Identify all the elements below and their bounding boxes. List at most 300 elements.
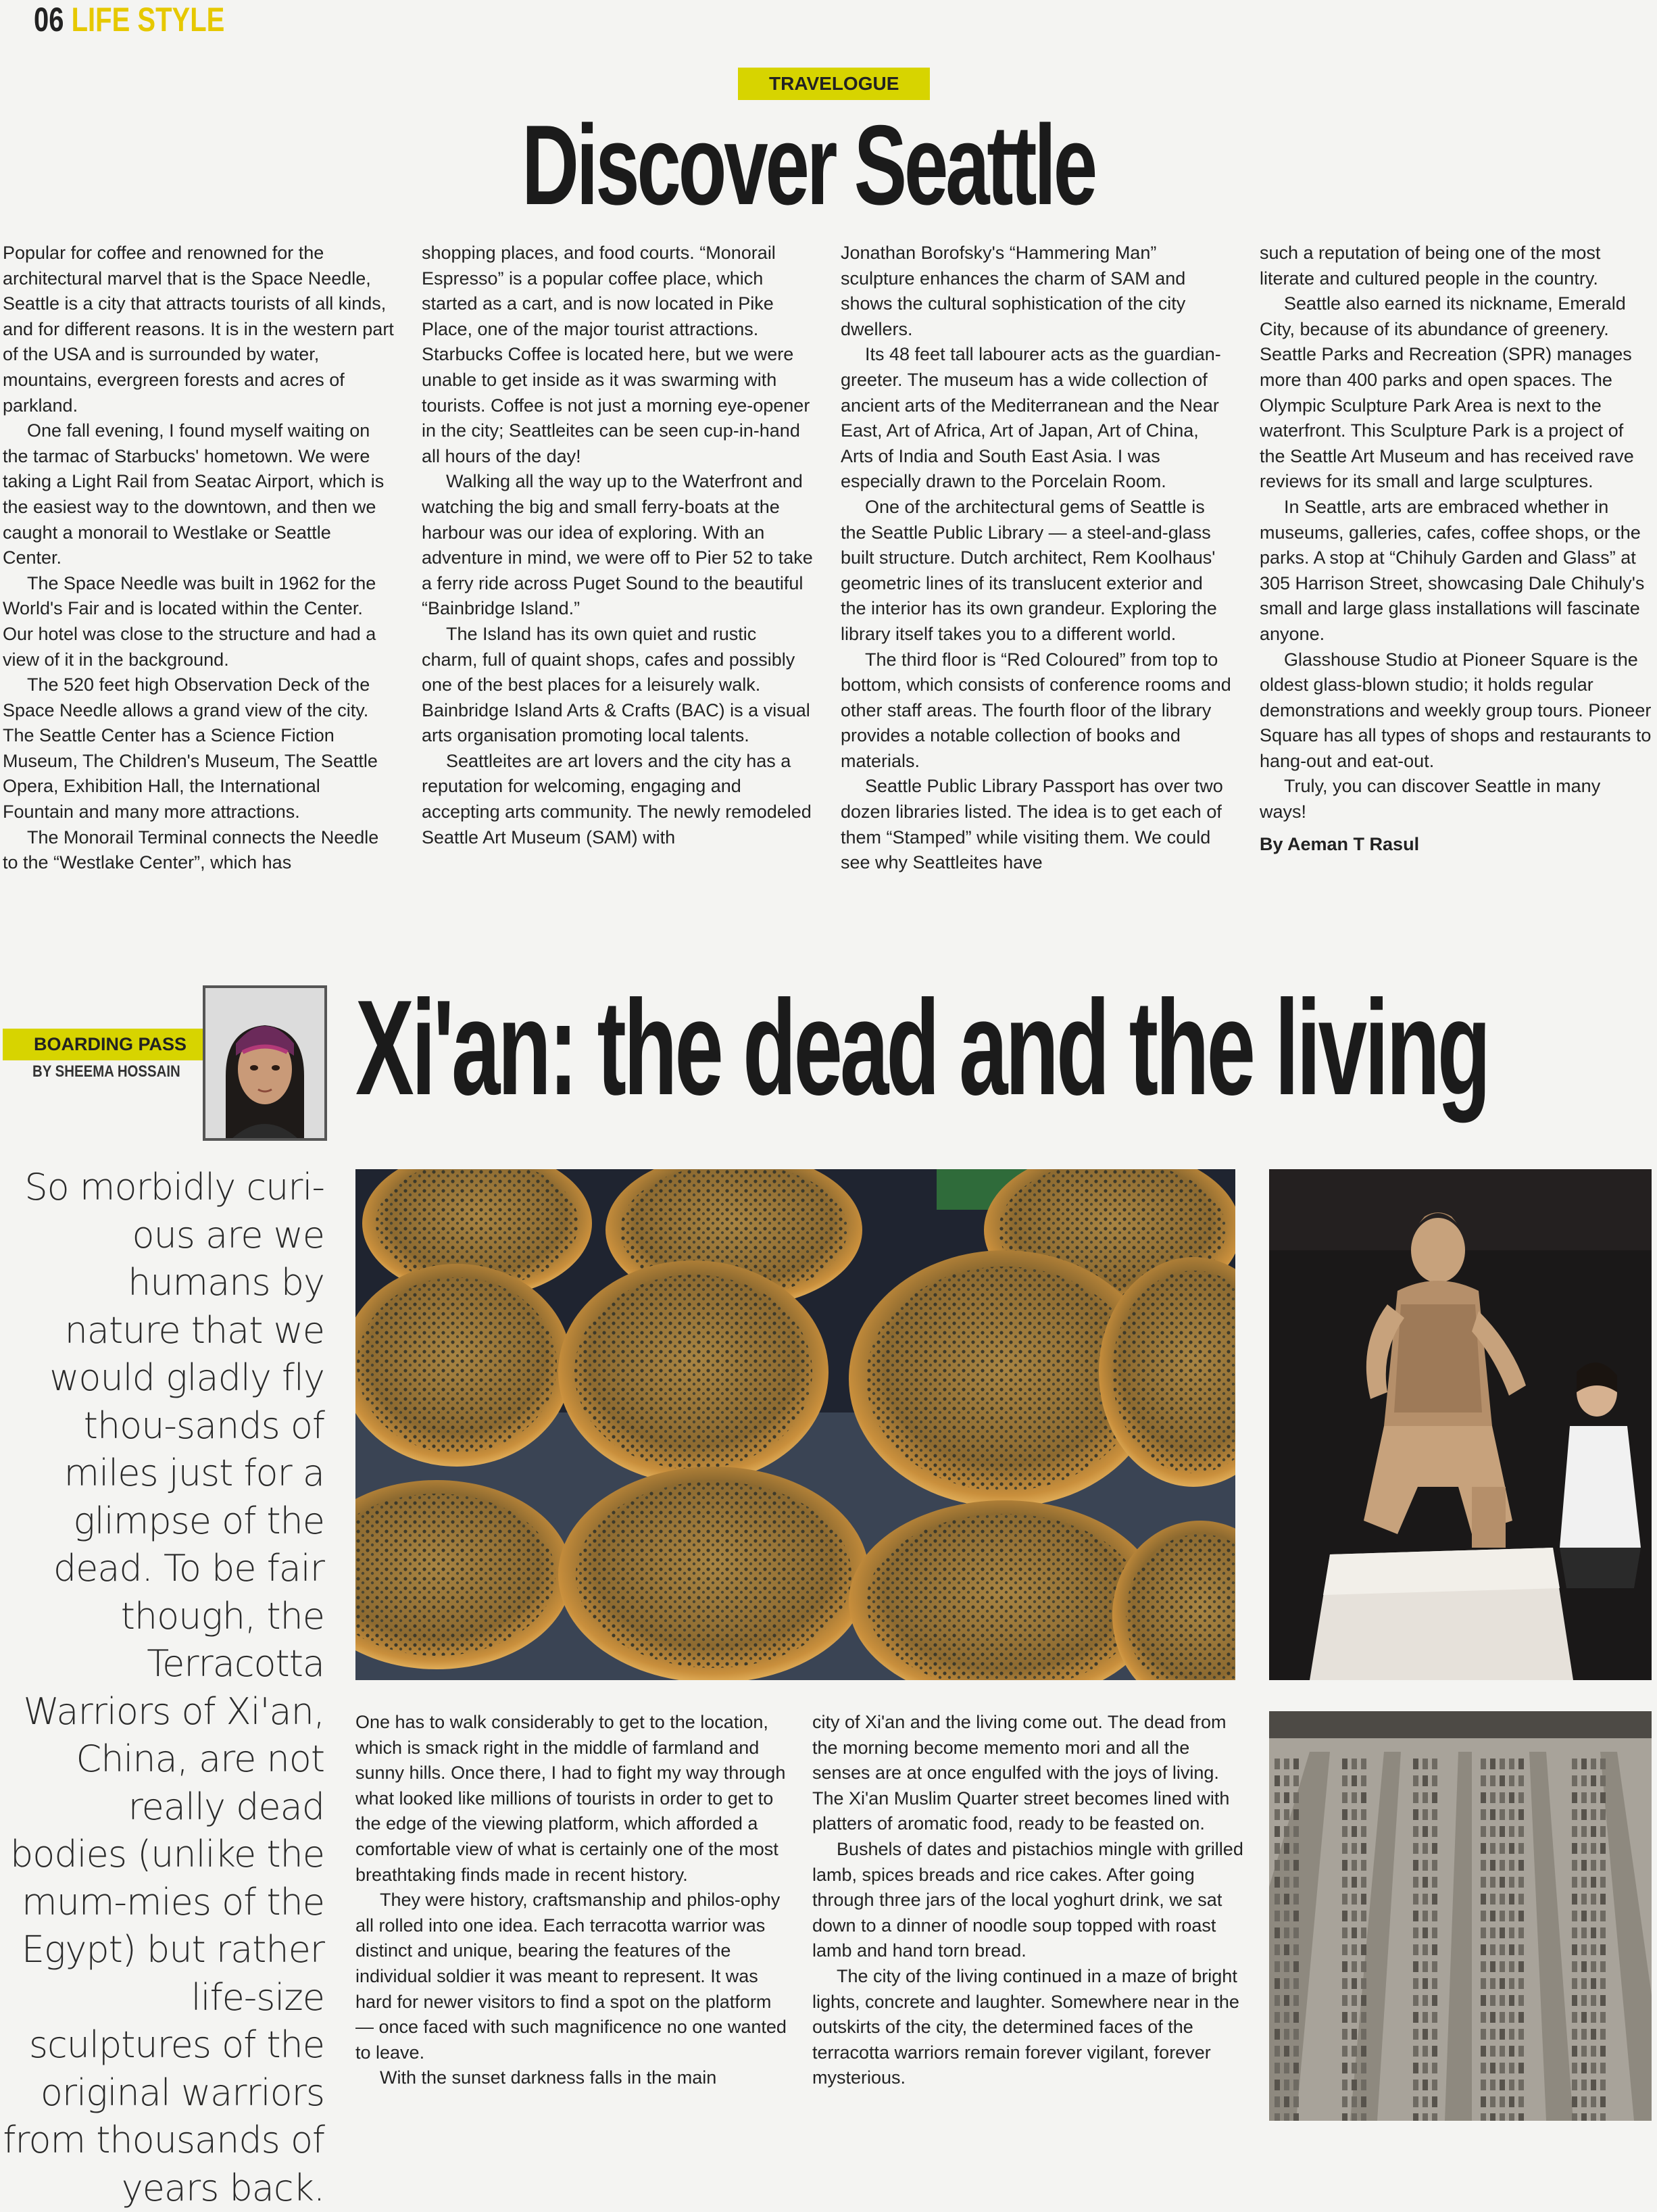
soldier-figure (1293, 1759, 1299, 1769)
soldier-figure (1352, 2012, 1357, 2023)
soldier-figure (1581, 1826, 1587, 1837)
soldier-figure (1572, 2063, 1577, 2073)
soldier-figure (1572, 1944, 1577, 1955)
soldier-figure (1490, 1894, 1495, 1904)
paragraph: Glasshouse Studio at Pioneer Square is the oldest glass-blown studio; it holds regular demonstrations and weekly group tours. Pioneer Square has all types of shops and restaurants to hang-out and eat-out. (1260, 649, 1652, 771)
soldier-figure (1342, 1775, 1347, 1786)
paragraph: The third floor is “Red Coloured” from top to bottom, which consists of conference rooms and other staff areas. The fourth floor of the library provides a notable collection of books and materials. (841, 649, 1231, 771)
soldier-figure (1342, 1894, 1347, 1904)
soldier-figure (1481, 1995, 1486, 2006)
soldier-figure (1423, 2096, 1428, 2107)
soldier-figure (1600, 1894, 1606, 1904)
soldier-figure (1293, 2046, 1299, 2057)
soldier-figure (1342, 2046, 1347, 2057)
soldier-figure (1518, 1894, 1524, 1904)
soldier-figure (1293, 1860, 1299, 1871)
soldier-figure (1490, 1809, 1495, 1820)
soldier-figure (1352, 1826, 1357, 1837)
soldier-figure (1284, 1809, 1289, 1820)
soldier-figure (1591, 1809, 1596, 1820)
soldier-figure (1342, 1792, 1347, 1803)
soldier-figure (1284, 1927, 1289, 1938)
paragraph: city of Xi'an and the living come out. The dead from the morning become memento mori and all the senses are at once engulfed with the joys of living. The Xi'an Muslim Quarter street becomes lined with platters of aromatic food, ready to be feasted on. (812, 1712, 1230, 1834)
soldier-figure (1509, 1792, 1514, 1803)
soldier-figure (1572, 2113, 1577, 2121)
soldier-figure (1600, 2012, 1606, 2023)
soldier-figure (1518, 2063, 1524, 2073)
soldier-figure (1284, 1911, 1289, 1921)
soldier-figure (1284, 1826, 1289, 1837)
soldier-figure (1572, 2029, 1577, 2040)
paragraph: The Space Needle was built in 1962 for the World's Fair and is located within the Center. Our hotel was close to the structure and had a view of it in the background. (3, 572, 376, 670)
soldier-figure (1275, 2046, 1280, 2057)
soldier-figure (1413, 1775, 1418, 1786)
soldier-figure (1600, 1775, 1606, 1786)
soldier-figure (1275, 1826, 1280, 1837)
soldier-figure (1500, 1911, 1505, 1921)
soldier-figure (1509, 1759, 1514, 1769)
bread-9 (558, 1467, 869, 1680)
soldier-figure (1423, 1961, 1428, 1972)
soldier-figure (1432, 1978, 1437, 1989)
seattle-column-2 (422, 241, 814, 850)
paragraph: The city of the living continued in a maze of bright lights, concrete and laughter. Somewhere near in the outskirts of the city, the determined faces of the terracotta warriors remain forever vigilant, forever mysterious. (812, 1965, 1239, 2088)
soldier-figure (1413, 2096, 1418, 2107)
soldier-figure (1352, 2113, 1357, 2121)
soldier-figure (1293, 1944, 1299, 1955)
soldier-figure (1490, 2012, 1495, 2023)
paragraph: Seattle also earned its nickname, Emerald City, because of its abundance of greenery. Seattle Parks and Recreation (SPR) manages more than 400 parks and open spaces. The Olympic Sculpture Park Area is next to the waterfront. This Sculpture Park is a project of the Seattle Art Museum and has received rave reviews for its small and large sculptures. (1260, 293, 1634, 492)
soldier-figure (1509, 1826, 1514, 1837)
paragraph: They were history, craftsmanship and philos-ophy all rolled into one idea. Each terracotta warrior was distinct and unique, bearing the features of the individual soldier it was meant to represent. It was hard for newer visitors to find a spot on the platform — once faced with such magnificence no one wanted to leave. (355, 1890, 787, 2063)
soldier-figure (1293, 2080, 1299, 2090)
soldier-figure (1581, 1792, 1587, 1803)
soldier-figure (1432, 2080, 1437, 2090)
soldier-figure (1275, 1944, 1280, 1955)
soldier-figure (1275, 1860, 1280, 1871)
bread-5 (558, 1260, 829, 1483)
soldier-figure (1342, 2012, 1347, 2023)
paragraph: shopping places, and food courts. “Monorail Espresso” is a popular coffee place, which started as a cart, and is now located in Pike Place, one of the major tourist attractions. Starbucks Coffee is located here, but we were unable to get inside as it was swarming with tourists. Coffee is not just a morning eye-opener in the city; Seattleites can be seen cup-in-hand all hours of the day! (422, 243, 810, 466)
soldier-figure (1423, 1877, 1428, 1888)
paragraph: Bushels of dates and pistachios mingle with grilled lamb, spices breads and rice cakes. After going through three jars of the local yoghurt drink, we sat down to a dinner of noodle soup topped with roast lamb and hand torn bread. (812, 1838, 1243, 1961)
soldier-figure (1500, 1961, 1505, 1972)
soldier-figure (1361, 2113, 1366, 2121)
soldier-figure (1481, 1961, 1486, 1972)
soldier-figure (1591, 2080, 1596, 2090)
soldier-figure (1423, 2063, 1428, 2073)
soldier-figure (1581, 2063, 1587, 2073)
soldier-figure (1500, 1860, 1505, 1871)
soldier-figure (1423, 1995, 1428, 2006)
soldier-figure (1361, 1995, 1366, 2006)
soldier-figure (1490, 1843, 1495, 1854)
soldier-figure (1572, 1809, 1577, 1820)
soldier-figure (1600, 1759, 1606, 1769)
soldier-figure (1581, 1877, 1587, 1888)
soldier-figure (1284, 1894, 1289, 1904)
soldier-figure (1509, 1995, 1514, 2006)
soldier-figure (1500, 1894, 1505, 1904)
soldier-figure (1572, 1792, 1577, 1803)
soldier-figure (1591, 2113, 1596, 2121)
soldier-figure (1284, 2012, 1289, 2023)
soldier-figure (1342, 2080, 1347, 2090)
soldier-figure (1352, 1877, 1357, 1888)
soldier-figure (1423, 1978, 1428, 1989)
soldier-figure (1581, 1911, 1587, 1921)
soldier-figure (1518, 1809, 1524, 1820)
soldier-figure (1581, 1775, 1587, 1786)
soldier-figure (1490, 1826, 1495, 1837)
soldier-figure (1361, 1843, 1366, 1854)
soldier-figure (1518, 2096, 1524, 2107)
soldier-figure (1500, 1877, 1505, 1888)
soldier-figure (1500, 1826, 1505, 1837)
soldier-figure (1342, 1759, 1347, 1769)
soldier-figure (1509, 1775, 1514, 1786)
soldier-figure (1361, 2096, 1366, 2107)
soldier-figure (1572, 1843, 1577, 1854)
soldier-figure (1500, 1843, 1505, 1854)
soldier-figure (1342, 2096, 1347, 2107)
soldier-figure (1481, 2080, 1486, 2090)
soldier-figure (1432, 2096, 1437, 2107)
soldier-figure (1361, 1978, 1366, 1989)
soldier-figure (1481, 1860, 1486, 1871)
soldier-figure (1342, 1927, 1347, 1938)
paragraph: In Seattle, arts are embraced whether in museums, galleries, cafes, coffee shops, or the parks. A stop at “Chihuly Garden and Glass” at 305 Harrison Street, showcasing Dale Chihuly's small and large glass installations will fascinate anyone. (1260, 496, 1645, 644)
soldier-figure (1490, 2029, 1495, 2040)
pull-quote: So morbidly curi-ous are we humans by nature that we would gladly fly thou-sands of miles just for a glimpse of the dead. To be fair though, the Terracotta Warriors of Xi'an, China, are not really dead bodies (unlike the mum-mies of the Egypt) but rather life-size sculptures of the original warriors from thousands of years back. (3, 1166, 324, 2209)
soldier-figure (1275, 1961, 1280, 1972)
soldier-figure (1518, 1927, 1524, 1938)
soldier-figure (1361, 1894, 1366, 1904)
soldier-figure (1481, 1809, 1486, 1820)
soldier-figure (1342, 2063, 1347, 2073)
soldier-figure (1490, 1911, 1495, 1921)
soldier-figure (1423, 1826, 1428, 1837)
soldier-figure (1284, 2029, 1289, 2040)
soldier-figure (1481, 2096, 1486, 2107)
soldier-figure (1490, 2046, 1495, 2057)
soldier-figure (1518, 1995, 1524, 2006)
soldier-figure (1591, 1877, 1596, 1888)
soldier-figure (1572, 2080, 1577, 2090)
paragraph: Jonathan Borofsky's “Hammering Man” sculpture enhances the charm of SAM and shows the cultural sophistication of the city dwellers. (841, 243, 1186, 339)
soldier-figure (1518, 1961, 1524, 1972)
soldier-figure (1481, 1978, 1486, 1989)
soldier-figure (1432, 1860, 1437, 1871)
paragraph: Popular for coffee and renowned for the architectural marvel that is the Space Needle, Seattle is a city that attracts tourists of all kinds, and for different reasons. It is in the western part of the USA and is surrounded by water, mountains, evergreen forests and acres of parkland. (3, 243, 394, 416)
author-photo (203, 985, 327, 1141)
soldier-figure (1275, 2063, 1280, 2073)
paragraph: Seattle Public Library Passport has over two dozen libraries listed. The idea is to get each of them “Stamped” while visiting them. We could see why Seattleites have (841, 776, 1223, 873)
paragraph: Its 48 feet tall labourer acts as the guardian-greeter. The museum has a wide collection of ancient arts of the Mediterranean and the Near East, Art of Africa, Art of Japan, Art of China, Arts of India and South East Asia. I was especially drawn to the Porcelain Room. (841, 344, 1221, 492)
soldier-figure (1600, 1877, 1606, 1888)
soldier-figure (1518, 1775, 1524, 1786)
soldier-figure (1413, 2046, 1418, 2057)
soldier-figure (1275, 1894, 1280, 1904)
soldier-figure (1432, 1995, 1437, 2006)
soldier-figure (1432, 1927, 1437, 1938)
soldier-figure (1293, 1843, 1299, 1854)
soldier-figure (1490, 1860, 1495, 1871)
soldier-figure (1352, 1944, 1357, 1955)
travelogue-kicker: TRAVELOGUE (738, 68, 930, 100)
soldier-figure (1361, 2012, 1366, 2023)
soldier-figure (1352, 1911, 1357, 1921)
soldier-figure (1591, 1911, 1596, 1921)
soldier-figure (1413, 1911, 1418, 1921)
soldier-figure (1284, 1792, 1289, 1803)
soldier-figure (1361, 2046, 1366, 2057)
soldier-figure (1572, 1927, 1577, 1938)
soldier-figure (1500, 1775, 1505, 1786)
soldier-figure (1432, 1792, 1437, 1803)
soldier-figure (1413, 1995, 1418, 2006)
soldier-figure (1490, 2080, 1495, 2090)
soldier-figure (1581, 2113, 1587, 2121)
soldier-figure (1432, 1775, 1437, 1786)
soldier-figure (1275, 2096, 1280, 2107)
soldier-figure (1352, 1894, 1357, 1904)
soldier-figure (1581, 2029, 1587, 2040)
soldier-figure (1490, 1995, 1495, 2006)
soldier-figure (1500, 1759, 1505, 1769)
soldier-figure (1423, 1944, 1428, 1955)
soldier-figure (1423, 1911, 1428, 1921)
soldier-figure (1490, 1961, 1495, 1972)
soldier-figure (1572, 2096, 1577, 2107)
soldier-figure (1591, 1826, 1596, 1837)
soldier-figure (1600, 2080, 1606, 2090)
soldier-figure (1432, 2046, 1437, 2057)
paragraph: The Monorail Terminal connects the Needle to the “Westlake Center”, which has (3, 827, 379, 873)
soldier-figure (1342, 1877, 1347, 1888)
soldier-figure (1361, 1927, 1366, 1938)
terracotta-warrior-image (1269, 1169, 1652, 1680)
soldier-figure (1432, 1894, 1437, 1904)
soldier-figure (1600, 1826, 1606, 1837)
soldier-figure (1361, 1911, 1366, 1921)
soldier-figure (1293, 1961, 1299, 1972)
paragraph: Seattleites are art lovers and the city has a reputation for welcoming, engaging and accepting arts community. The newly remodeled Seattle Art Museum (SAM) with (422, 750, 812, 847)
soldier-figure (1275, 2029, 1280, 2040)
terracotta-army-image (1269, 1711, 1652, 2121)
soldier-figure (1352, 2096, 1357, 2107)
soldier-figure (1413, 1927, 1418, 1938)
soldier-figure (1432, 2113, 1437, 2121)
soldier-figure (1509, 1927, 1514, 1938)
soldier-figure (1423, 1860, 1428, 1871)
soldier-figure (1490, 2113, 1495, 2121)
soldier-figure (1361, 1826, 1366, 1837)
soldier-figure (1342, 1843, 1347, 1854)
soldier-figure (1432, 1944, 1437, 1955)
soldier-figure (1293, 1826, 1299, 1837)
soldier-figure (1284, 2063, 1289, 2073)
paragraph: One fall evening, I found myself waiting on the tarmac of Starbucks' hometown. We were taking a Light Rail from Seatac Airport, which is the easiest way to the downtown, and then we caught a monorail to Westlake or Seattle Center. (3, 420, 385, 568)
soldier-figure (1284, 1860, 1289, 1871)
soldier-figure (1518, 2080, 1524, 2090)
soldier-figure (1361, 2080, 1366, 2090)
soldier-figure (1572, 1911, 1577, 1921)
soldier-figure (1275, 2113, 1280, 2121)
soldier-figure (1432, 1877, 1437, 1888)
soldier-figure (1518, 1911, 1524, 1921)
soldier-figure (1518, 2046, 1524, 2057)
soldier-figure (1572, 1978, 1577, 1989)
soldier-figure (1572, 1995, 1577, 2006)
soldier-figure (1581, 1944, 1587, 1955)
soldier-figure (1361, 1775, 1366, 1786)
soldier-figure (1509, 1809, 1514, 1820)
soldier-figure (1352, 1995, 1357, 2006)
soldier-figure (1481, 1911, 1486, 1921)
soldier-figure (1572, 1759, 1577, 1769)
soldier-figure (1413, 1826, 1418, 1837)
paragraph: Walking all the way up to the Waterfront and watching the big and small ferry-boats at the harbour was our idea of exploring. With an adventure in mind, we were off to Pier 52 to take a ferry ride across Puget Sound to the beautiful “Bainbridge Island.” (422, 471, 813, 619)
soldier-figure (1600, 1978, 1606, 1989)
soldier-figure (1591, 1860, 1596, 1871)
soldier-figure (1490, 1944, 1495, 1955)
page-header (34, 0, 224, 39)
soldier-figure (1413, 1860, 1418, 1871)
soldier-figure (1500, 1995, 1505, 2006)
soldier-figure (1293, 2113, 1299, 2121)
soldier-figure (1518, 1860, 1524, 1871)
soldier-figure (1481, 2046, 1486, 2057)
soldier-figure (1293, 1927, 1299, 1938)
xian-column-1 (355, 1710, 788, 2091)
soldier-figure (1581, 1894, 1587, 1904)
soldier-figure (1600, 1809, 1606, 1820)
soldier-figure (1572, 1961, 1577, 1972)
soldier-figure (1500, 2080, 1505, 2090)
soldier-figure (1509, 1978, 1514, 1989)
soldier-figure (1581, 1843, 1587, 1854)
soldier-figure (1500, 1809, 1505, 1820)
soldier-figure (1293, 1809, 1299, 1820)
soldier-figure (1432, 1759, 1437, 1769)
soldier-figure (1423, 1759, 1428, 1769)
soldier-figure (1572, 1877, 1577, 1888)
paragraph: With the sunset darkness falls in the main (380, 2067, 717, 2088)
soldier-figure (1352, 1961, 1357, 1972)
seattle-column-1 (3, 241, 395, 876)
soldier-figure (1284, 1843, 1289, 1854)
soldier-figure (1509, 2113, 1514, 2121)
soldier-figure (1432, 2029, 1437, 2040)
soldier-figure (1481, 1775, 1486, 1786)
paragraph: The 520 feet high Observation Deck of the Space Needle allows a grand view of the city. The Seattle Center has a Science Fiction Museum, The Children's Museum, The Seattle Opera, Exhibition Hall, the International Fountain and many more attractions. (3, 674, 378, 822)
soldier-figure (1361, 1759, 1366, 1769)
soldier-figure (1509, 2029, 1514, 2040)
page-number: 06 (34, 1, 64, 39)
soldier-figure (1275, 1792, 1280, 1803)
soldier-figure (1413, 2113, 1418, 2121)
soldier-figure (1490, 1792, 1495, 1803)
soldier-figure (1481, 2113, 1486, 2121)
soldier-figure (1481, 1894, 1486, 1904)
soldier-figure (1581, 2096, 1587, 2107)
soldier-figure (1432, 1961, 1437, 1972)
soldier-figure (1342, 1978, 1347, 1989)
soldier-figure (1352, 1759, 1357, 1769)
soldier-figure (1423, 1843, 1428, 1854)
soldier-figure (1284, 1995, 1289, 2006)
soldier-figure (1413, 2080, 1418, 2090)
soldier-figure (1509, 2012, 1514, 2023)
soldier-figure (1481, 1759, 1486, 1769)
soldier-figure (1275, 1978, 1280, 1989)
soldier-figure (1500, 2113, 1505, 2121)
soldier-figure (1361, 1792, 1366, 1803)
soldier-figure (1518, 1826, 1524, 1837)
soldier-figure (1361, 1877, 1366, 1888)
soldier-figure (1581, 2012, 1587, 2023)
soldier-figure (1352, 2080, 1357, 2090)
soldier-figure (1572, 1860, 1577, 1871)
soldier-figure (1572, 2012, 1577, 2023)
soldier-figure (1352, 1775, 1357, 1786)
soldier-figure (1423, 1809, 1428, 1820)
soldier-figure (1581, 1961, 1587, 1972)
soldier-figure (1275, 1877, 1280, 1888)
soldier-figure (1352, 2063, 1357, 2073)
soldier-figure (1284, 2080, 1289, 2090)
soldier-figure (1490, 1759, 1495, 1769)
xian-column-2 (812, 1710, 1245, 2091)
paragraph: The Island has its own quiet and rustic charm, full of quaint shops, cafes and possibly one of the best places for a leisurely walk. Bainbridge Island Arts & Crafts (BAC) is a visual arts organisation promoting local talents. (422, 623, 810, 746)
soldier-figure (1342, 1911, 1347, 1921)
soldier-figure (1293, 2012, 1299, 2023)
soldier-figure (1500, 1792, 1505, 1803)
soldier-figure (1342, 1995, 1347, 2006)
soldier-figure (1591, 2063, 1596, 2073)
soldier-figure (1600, 2046, 1606, 2057)
soldier-figure (1591, 1894, 1596, 1904)
soldier-figure (1600, 1961, 1606, 1972)
soldier-figure (1481, 2029, 1486, 2040)
soldier-figure (1284, 1944, 1289, 1955)
paragraph: One has to walk considerably to get to the location, which is smack right in the middle of farmland and sunny hills. Once there, I had to fight my way through what looked like millions of tourists in order to get to the edge of the viewing platform, which afforded a comfortable view of what is certainly one of the most breathtaking finds made in recent history. (355, 1712, 786, 1885)
soldier-figure (1509, 1911, 1514, 1921)
soldier-figure (1500, 1927, 1505, 1938)
soldier-figure (1509, 1894, 1514, 1904)
soldier-figure (1432, 2012, 1437, 2023)
soldier-figure (1509, 1877, 1514, 1888)
soldier-figure (1481, 1877, 1486, 1888)
paragraph: such a reputation of being one of the most literate and cultured people in the country. (1260, 243, 1601, 289)
soldier-figure (1518, 1759, 1524, 1769)
soldier-figure (1413, 1809, 1418, 1820)
soldier-figure (1481, 2012, 1486, 2023)
soldier-figure (1600, 2096, 1606, 2107)
soldier-figure (1361, 2029, 1366, 2040)
byline: By Aeman T Rasul (1260, 833, 1420, 854)
soldier-figure (1490, 1877, 1495, 1888)
soldier-figure (1509, 2080, 1514, 2090)
soldier-figure (1581, 1978, 1587, 1989)
soldier-figure (1352, 1927, 1357, 1938)
soldier-figure (1361, 1944, 1366, 1955)
soldier-figure (1275, 1911, 1280, 1921)
soldier-figure (1591, 2029, 1596, 2040)
soldier-figure (1342, 2029, 1347, 2040)
soldier-figure (1413, 1978, 1418, 1989)
